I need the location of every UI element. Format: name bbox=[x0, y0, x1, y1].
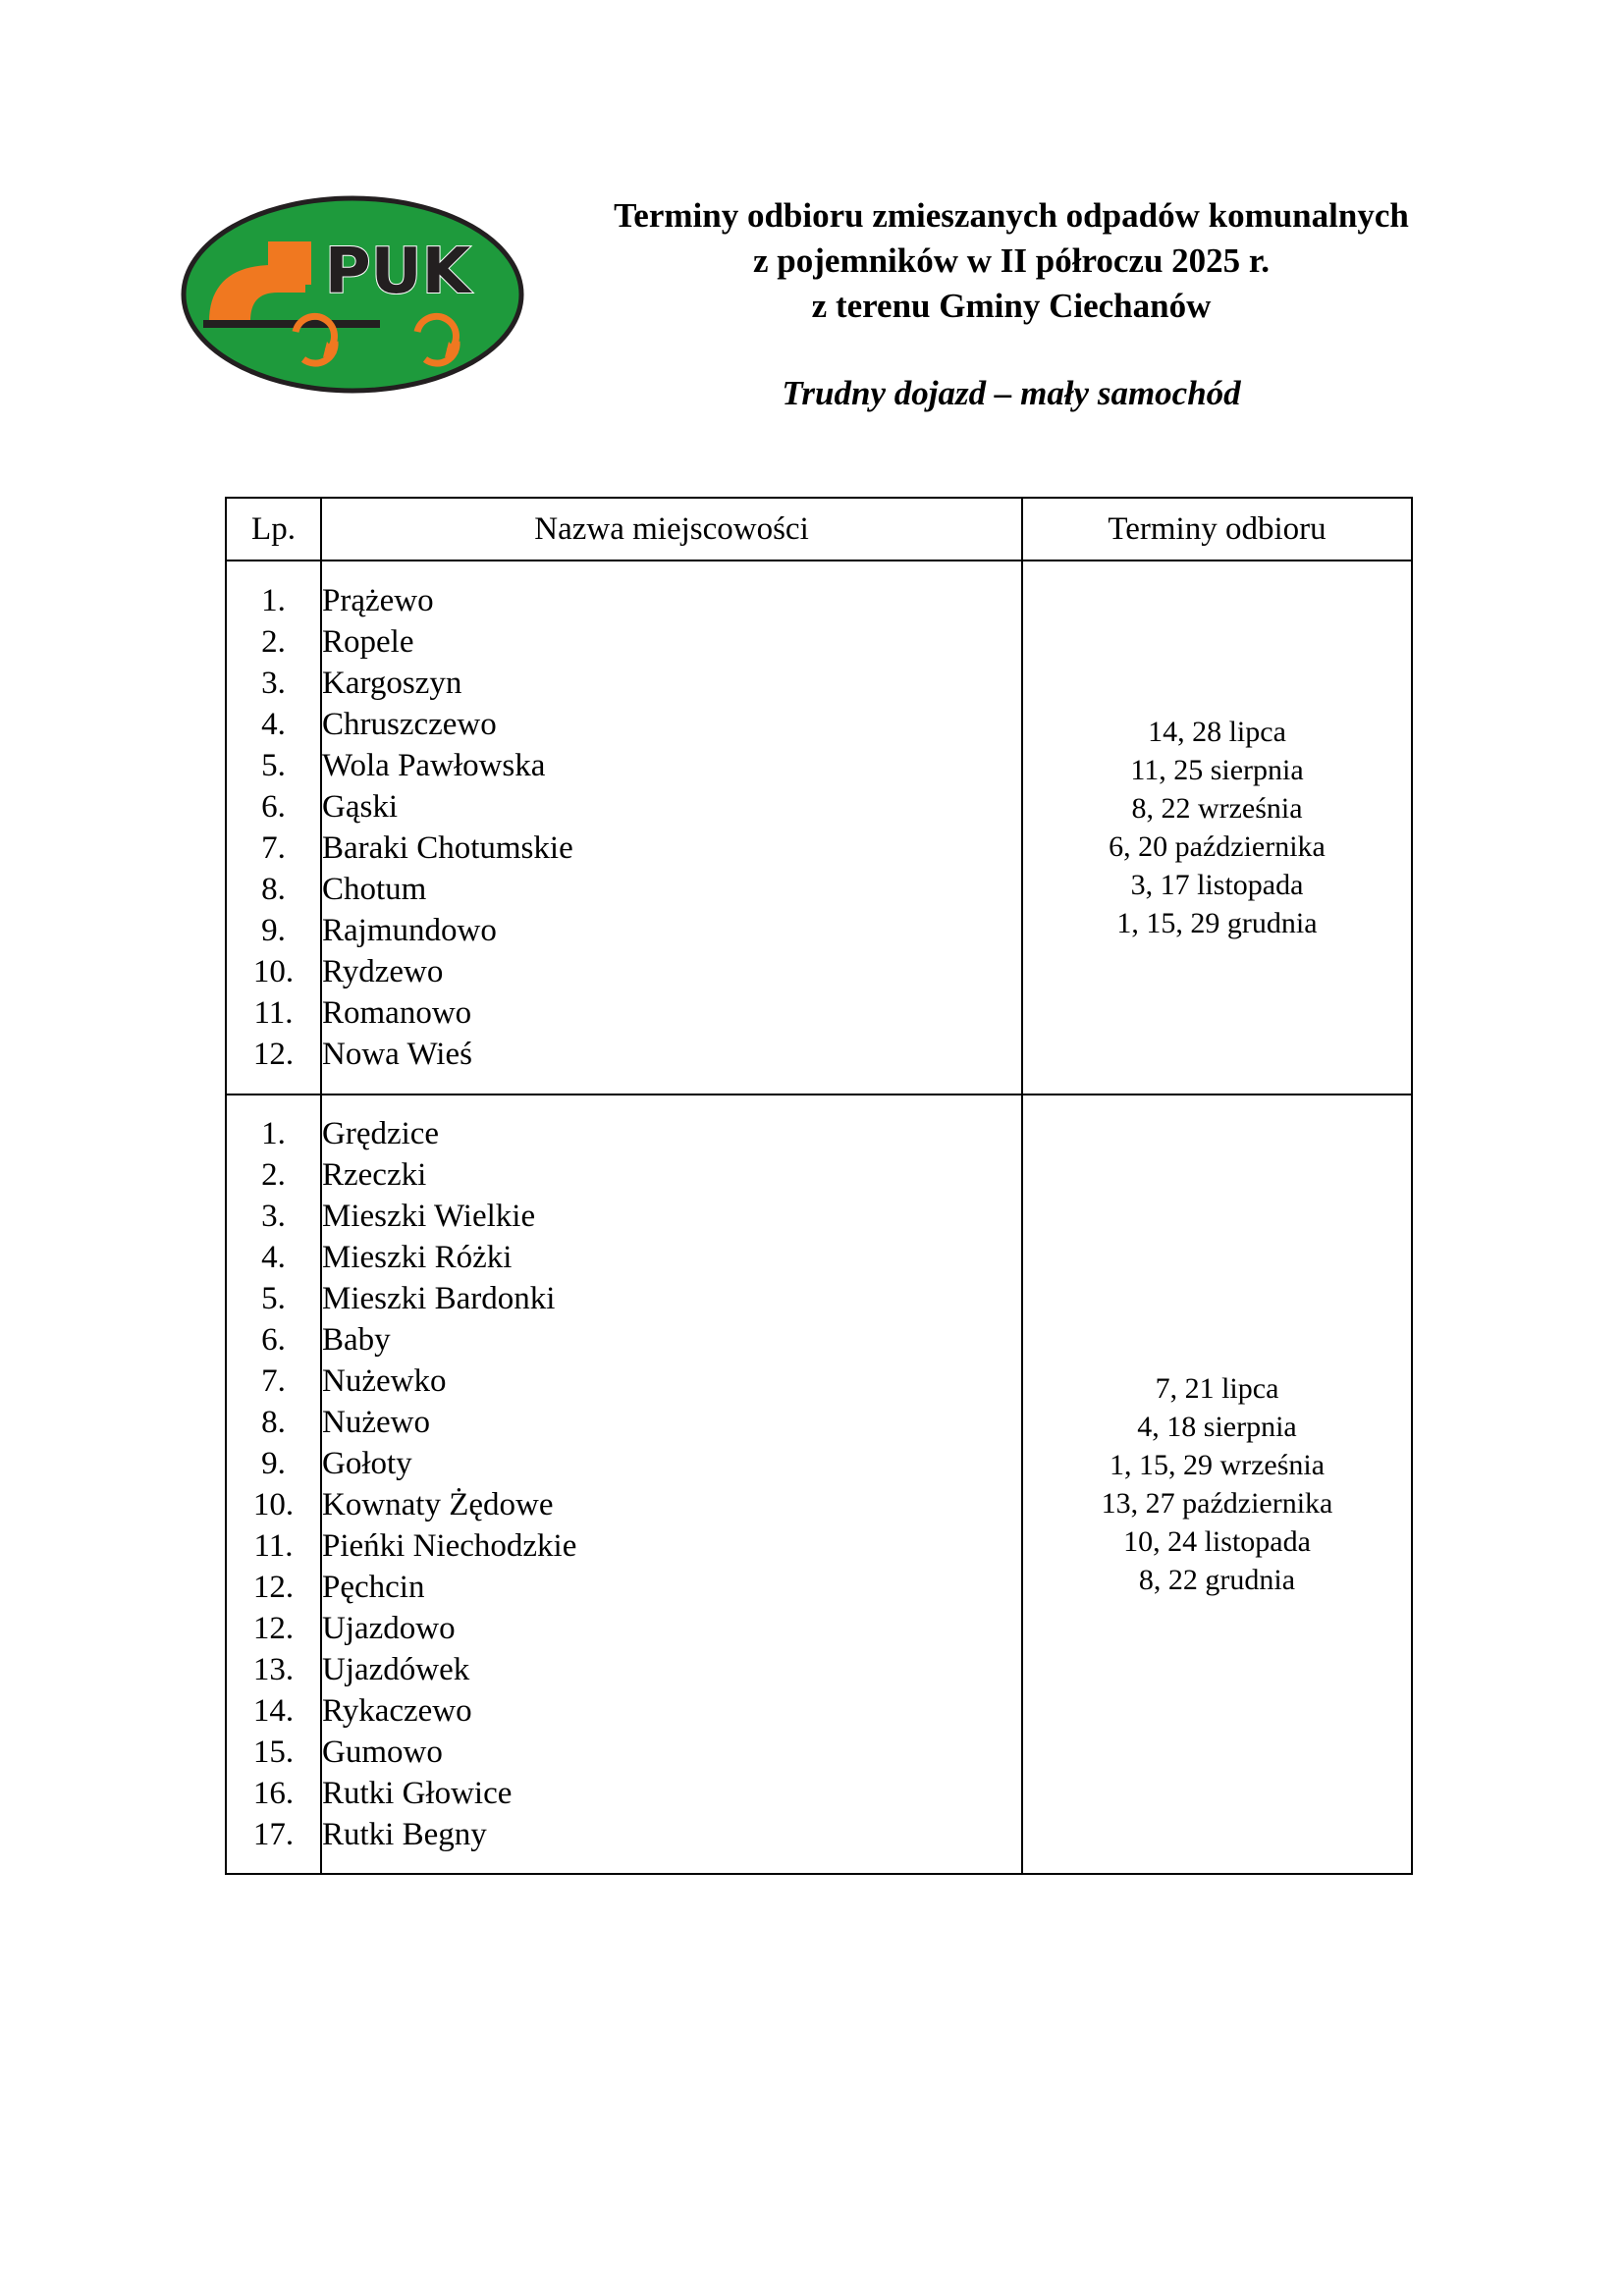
locality-name: Nowa Wieś bbox=[322, 1037, 472, 1072]
locality-name: Kownaty Żędowe bbox=[322, 1487, 554, 1522]
locality-name: Gołoty bbox=[322, 1446, 412, 1481]
group-2-numbers bbox=[226, 1095, 321, 1874]
collection-date: 10, 24 listopada bbox=[1123, 1525, 1311, 1558]
locality-name: Ropele bbox=[322, 624, 414, 660]
group-1-names bbox=[321, 561, 1022, 1095]
row-number: 7. bbox=[261, 1363, 286, 1399]
locality-name: Nużewo bbox=[322, 1405, 430, 1440]
header-lp: Lp. bbox=[226, 498, 321, 561]
collection-date: 7, 21 lipca bbox=[1155, 1372, 1279, 1405]
group-1-dates bbox=[1022, 561, 1412, 1095]
locality-name: Chruszczewo bbox=[322, 707, 497, 742]
document-subtitle: Trudny dojazd – mały samochód bbox=[782, 374, 1241, 412]
row-number: 8. bbox=[261, 872, 286, 907]
collection-date: 1, 15, 29 grudnia bbox=[1116, 907, 1318, 939]
row-number: 11. bbox=[253, 1528, 294, 1564]
table-row-group-2 bbox=[226, 1095, 1412, 1874]
row-number: 7. bbox=[261, 830, 286, 866]
row-number: 16. bbox=[252, 1776, 295, 1811]
locality-name: Rydzewo bbox=[322, 954, 444, 989]
row-number: 1. bbox=[261, 1116, 286, 1151]
row-number: 6. bbox=[261, 1322, 286, 1358]
collection-date: 14, 28 lipca bbox=[1148, 716, 1286, 748]
row-number: 17. bbox=[252, 1817, 295, 1852]
locality-name: Mieszki Bardonki bbox=[322, 1281, 556, 1316]
schedule-table bbox=[225, 497, 1413, 1875]
group-2-names bbox=[321, 1095, 1022, 1874]
locality-name: Prążewo bbox=[322, 583, 434, 618]
locality-name: Romanowo bbox=[322, 995, 472, 1031]
locality-name: Chotum bbox=[322, 872, 427, 907]
title-line: Terminy odbioru zmieszanych odpadów komunalnych bbox=[614, 196, 1409, 235]
collection-date: 4, 18 sierpnia bbox=[1137, 1411, 1297, 1443]
locality-name: Baraki Chotumskie bbox=[322, 830, 573, 866]
row-number: 12. bbox=[252, 1037, 295, 1072]
puk-logo bbox=[180, 194, 525, 395]
table-row-group-1 bbox=[226, 561, 1412, 1095]
locality-name: Rutki Begny bbox=[322, 1817, 487, 1852]
locality-name: Pęchcin bbox=[322, 1570, 425, 1605]
locality-name: Rzeczki bbox=[322, 1157, 427, 1193]
document-title bbox=[550, 193, 1473, 329]
title-line: z pojemników w II półroczu 2025 r. bbox=[753, 241, 1270, 280]
row-number: 4. bbox=[261, 1240, 286, 1275]
locality-name: Ujazdowo bbox=[322, 1611, 456, 1646]
locality-name: Gąski bbox=[322, 789, 398, 825]
locality-name: Nużewko bbox=[322, 1363, 447, 1399]
collection-date: 8, 22 września bbox=[1131, 792, 1303, 825]
locality-name: Rutki Głowice bbox=[322, 1776, 513, 1811]
locality-name: Wola Pawłowska bbox=[322, 748, 546, 783]
row-number: 3. bbox=[261, 666, 286, 701]
row-number: 2. bbox=[261, 1157, 286, 1193]
row-number: 5. bbox=[261, 748, 286, 783]
collection-date: 8, 22 grudnia bbox=[1138, 1564, 1296, 1596]
row-number: 10. bbox=[252, 954, 295, 989]
collection-date: 11, 25 sierpnia bbox=[1130, 754, 1304, 786]
locality-name: Ujazdówek bbox=[322, 1652, 470, 1687]
row-number: 12. bbox=[252, 1570, 295, 1605]
row-number: 10. bbox=[252, 1487, 295, 1522]
collection-date: 3, 17 listopada bbox=[1130, 869, 1304, 901]
locality-name: Kargoszyn bbox=[322, 666, 462, 701]
locality-name: Mieszki Różki bbox=[322, 1240, 513, 1275]
locality-name: Mieszki Wielkie bbox=[322, 1199, 536, 1234]
locality-name: Pieńki Niechodzkie bbox=[322, 1528, 577, 1564]
locality-name: Rykaczewo bbox=[322, 1693, 472, 1729]
collection-date: 6, 20 października bbox=[1109, 830, 1326, 863]
row-number: 3. bbox=[261, 1199, 286, 1234]
row-number: 6. bbox=[261, 789, 286, 825]
locality-name: Rajmundowo bbox=[322, 913, 497, 948]
locality-name: Gumowo bbox=[322, 1735, 443, 1770]
table-header-row bbox=[226, 498, 1412, 561]
locality-name: Grędzice bbox=[322, 1116, 440, 1151]
group-2-dates bbox=[1022, 1095, 1412, 1874]
row-number: 14. bbox=[252, 1693, 295, 1729]
logo-text: PUK bbox=[324, 236, 471, 308]
row-number: 8. bbox=[261, 1405, 286, 1440]
collection-date: 13, 27 października bbox=[1101, 1487, 1333, 1520]
row-number: 12. bbox=[252, 1611, 295, 1646]
row-number: 9. bbox=[261, 913, 286, 948]
row-number: 4. bbox=[261, 707, 286, 742]
collection-date: 1, 15, 29 września bbox=[1109, 1449, 1326, 1481]
row-number: 9. bbox=[261, 1446, 286, 1481]
row-number: 2. bbox=[261, 624, 286, 660]
group-1-numbers bbox=[226, 561, 321, 1095]
row-number: 11. bbox=[253, 995, 294, 1031]
header-dates: Terminy odbioru bbox=[1022, 498, 1412, 561]
header-name: Nazwa miejscowości bbox=[321, 498, 1022, 561]
title-line: z terenu Gminy Ciechanów bbox=[811, 287, 1212, 325]
row-number: 13. bbox=[252, 1652, 295, 1687]
row-number: 1. bbox=[261, 583, 286, 618]
locality-name: Baby bbox=[322, 1322, 391, 1358]
row-number: 15. bbox=[252, 1735, 295, 1770]
row-number: 5. bbox=[261, 1281, 286, 1316]
